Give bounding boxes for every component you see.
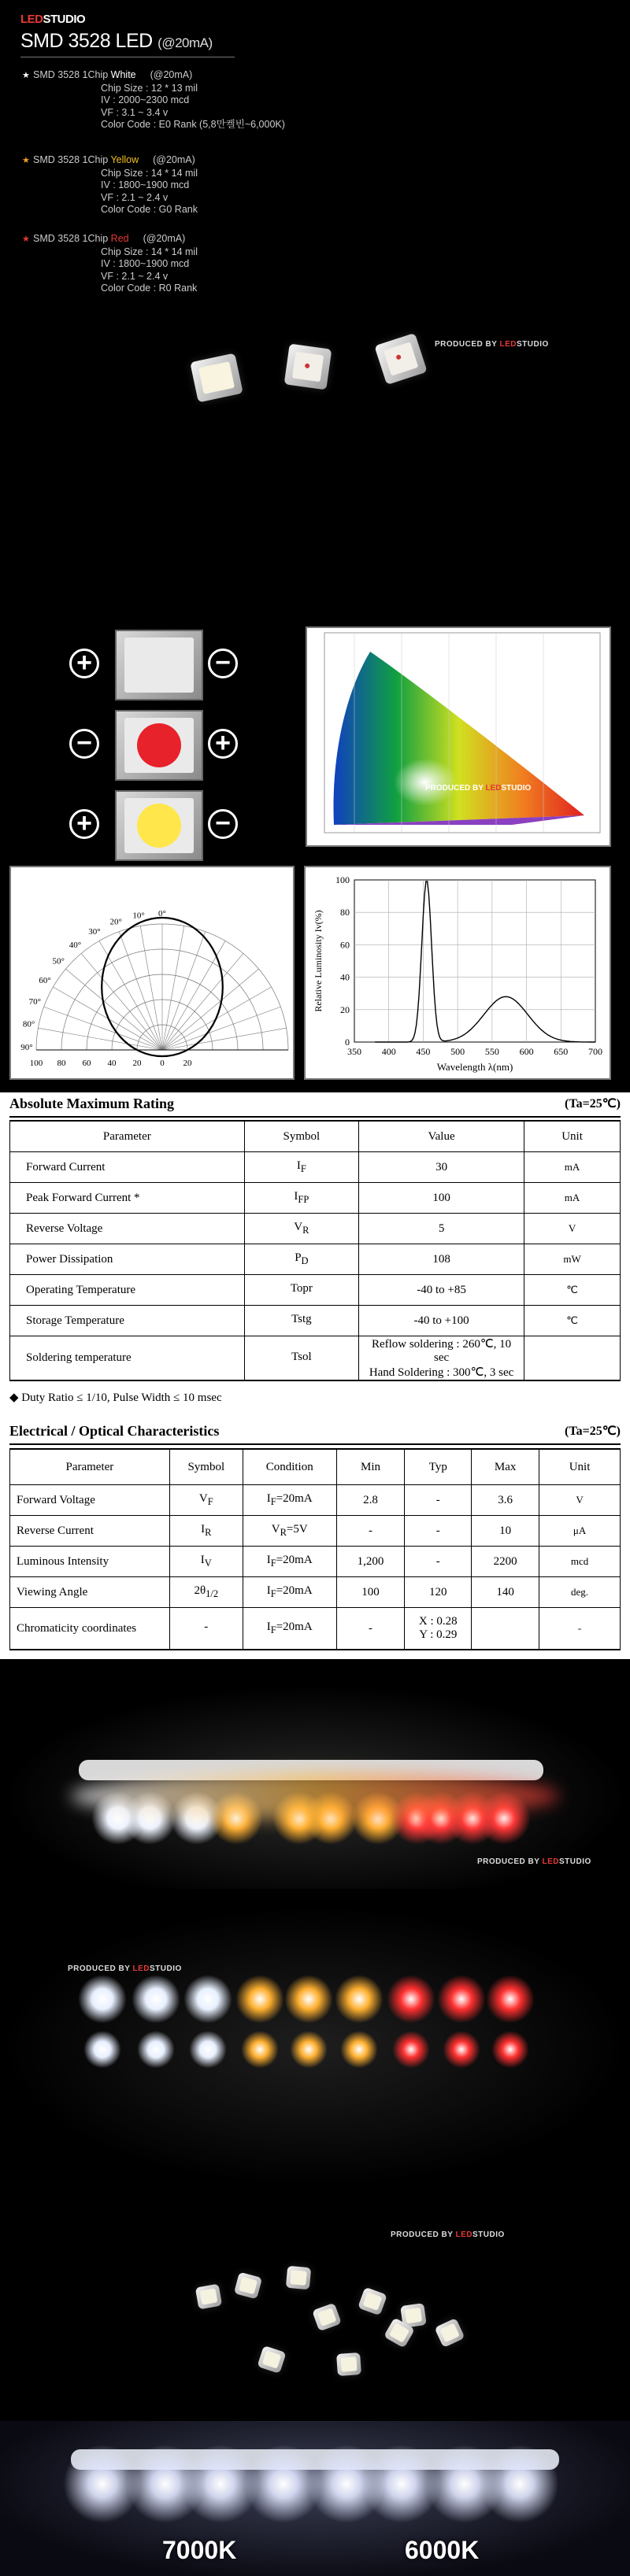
produced-by-label: PRODUCED BY LEDSTUDIO (477, 1857, 591, 1866)
spec-block (22, 69, 285, 131)
spec-block (22, 154, 198, 216)
star-icon: ★ (22, 235, 30, 244)
page-title: SMD 3528 LED (@20mA) (20, 30, 213, 52)
column-header: Value (359, 1121, 524, 1152)
led-glow (137, 2031, 175, 2068)
y-tick-label: 40 (340, 971, 350, 983)
angle-label: 30° (88, 926, 101, 937)
kelvin-label-right: 6000K (405, 2536, 480, 2564)
spec-line: Color Code : G0 Rank (101, 204, 198, 215)
table-row: Forward Current $I_F$ 30 mA (10, 1152, 621, 1183)
scale-label: 40 (107, 1059, 117, 1068)
scale-label: 0 (160, 1059, 165, 1068)
led-emitter (137, 643, 181, 687)
x-tick-label: 650 (554, 1046, 569, 1057)
polarity-icon: − (208, 649, 238, 678)
angle-label: 10° (132, 911, 145, 921)
led-glow (335, 1975, 384, 2023)
red-chip (374, 333, 427, 385)
spec-heading: ★ SMD 3528 1Chip Red (@20mA) (22, 233, 198, 246)
column-header: Unit (539, 1449, 621, 1485)
spec-block (22, 233, 198, 295)
spec-line: IV : 1800~1900 mcd (101, 258, 190, 269)
polarity-icon: + (69, 809, 99, 839)
table-row: Peak Forward Current * $I_{FP}$ 100 mA (10, 1183, 621, 1214)
led-emitter (137, 723, 181, 767)
led-chip (257, 2345, 286, 2374)
star-icon: ★ (22, 71, 30, 80)
led-glow (235, 1975, 284, 2023)
scale-label: 20 (183, 1059, 192, 1068)
table-row: Chromaticity coordinates - $I_F=20mA$ - X : 0.28 Y : 0.29 - (10, 1608, 621, 1650)
led-glow (387, 1975, 435, 2023)
spec-line: Color Code : R0 Rank (101, 283, 198, 294)
brand-logo: LEDSTUDIO (20, 13, 86, 26)
cie-produced-label: PRODUCED BY LEDSTUDIO (425, 784, 532, 793)
table-row: Forward Voltage $V_F$ $I_F=20mA$ 2.8 - 3.6 V (10, 1485, 621, 1516)
led-glow (132, 1975, 180, 2023)
table-row: Power Dissipation $P_D$ 108 mW (10, 1244, 621, 1275)
table-row: Viewing Angle $2\theta_{1/2}$ $I_F=20mA$ 100 120 140 deg. (10, 1577, 621, 1608)
led-glow (78, 1975, 127, 2023)
spec-line: Chip Size : 14 * 14 mil (101, 246, 198, 257)
led-glow (392, 2031, 430, 2068)
polarity-icon: − (208, 809, 238, 839)
abs-max-heading: Absolute Maximum Rating (Ta=25℃) (9, 1096, 621, 1118)
column-header: Typ (405, 1449, 472, 1485)
table-row: Storage Temperature Tstg -40 to +100 ℃ (10, 1306, 621, 1336)
chip-photo (0, 315, 630, 441)
spec-line: Color Code : E0 Rank (5,8만켈빈~6,000K) (101, 119, 285, 130)
angle-label: 80° (22, 1019, 35, 1029)
electrical-heading: Electrical / Optical Characteristics (Ta=25℃) (9, 1423, 621, 1445)
led-chip-pinout (115, 790, 203, 861)
scale-label: 100 (29, 1059, 43, 1068)
scale-label: 60 (82, 1059, 91, 1068)
led-chip (234, 2272, 262, 2300)
scale-label: 20 (132, 1059, 142, 1068)
spectrum-chart (304, 866, 611, 1080)
spec-line: IV : 1800~1900 mcd (101, 179, 190, 190)
led-chip-pinout (115, 630, 203, 700)
produced-by-label: PRODUCED BY LEDSTUDIO (68, 1964, 182, 1973)
spec-line: VF : 2.1 ~ 2.4 v (101, 270, 169, 282)
angle-label: 70° (28, 996, 42, 1007)
x-tick-label: 400 (381, 1046, 396, 1057)
y-tick-label: 60 (340, 939, 350, 951)
table-row: Soldering temperature Tsol Reflow soldering : 260℃, 10 sec Hand Soldering : 300℃, 3 sec (10, 1336, 621, 1381)
led-glow (443, 2031, 480, 2068)
produced-by-label: PRODUCED BY LEDSTUDIO (391, 2230, 505, 2239)
spec-heading: ★ SMD 3528 1Chip Yellow (@20mA) (22, 154, 198, 168)
led-glow (83, 2031, 121, 2068)
cie-chromaticity-diagram (306, 626, 611, 847)
x-tick-label: 350 (347, 1046, 361, 1057)
polarity-icon: + (208, 729, 238, 759)
angle-label: 0° (158, 909, 166, 918)
polarity-icon: − (69, 729, 99, 759)
electrical-table (9, 1448, 621, 1650)
scale-label: 80 (57, 1059, 66, 1068)
column-header: Symbol (244, 1121, 358, 1152)
column-header: Max (472, 1449, 539, 1485)
spec-line: VF : 2.1 ~ 2.4 v (101, 191, 169, 203)
x-tick-label: 600 (519, 1046, 534, 1057)
abs-max-table (9, 1120, 621, 1381)
produced-by-label: PRODUCED BY LEDSTUDIO (435, 340, 549, 349)
angle-label: 40° (69, 940, 82, 950)
color-temperature-photo (0, 2421, 630, 2576)
led-chip (312, 2303, 342, 2332)
led-glow (183, 1975, 232, 2023)
led-glow (241, 2031, 279, 2068)
led-glow (437, 1975, 486, 2023)
y-tick-label: 100 (335, 874, 350, 885)
table-row: Operating Temperature Topr -40 to +85 ℃ (10, 1275, 621, 1306)
led-chip (434, 2318, 465, 2348)
angle-label: 50° (52, 956, 65, 966)
star-icon: ★ (22, 156, 30, 165)
spectrum-curve (375, 881, 595, 1042)
led-emitter (137, 804, 181, 848)
angle-label: 20° (109, 917, 122, 927)
white-chip (190, 353, 243, 403)
spec-line: IV : 2000~2300 mcd (101, 94, 190, 105)
led-chip-pinout (115, 710, 203, 781)
led-chip (358, 2287, 387, 2316)
y-axis-label: Relative Luminosity Iv(%) (313, 910, 324, 1012)
x-tick-label: 500 (450, 1046, 465, 1057)
led-glow (284, 1975, 333, 2023)
angle-label: 90° (20, 1043, 33, 1052)
y-tick-label: 80 (340, 907, 350, 918)
led-glow (491, 2031, 529, 2068)
angle-label: 60° (39, 976, 51, 985)
column-header: Min (336, 1449, 405, 1485)
kelvin-label-left: 7000K (162, 2536, 237, 2564)
led-glow (340, 2031, 378, 2068)
led-chip (195, 2284, 222, 2310)
column-header: Parameter (10, 1121, 245, 1152)
floor-reflection (71, 1772, 559, 1820)
column-header: Condition (243, 1449, 336, 1485)
scattered-chips-photo (0, 2204, 630, 2393)
led-chip (336, 2352, 361, 2376)
table-row: Reverse Current $I_R$ $V_R=5V$ - - 10 μA (10, 1516, 621, 1547)
yellow-chip (284, 343, 332, 390)
x-tick-label: 550 (484, 1046, 499, 1057)
spec-line: VF : 3.1 ~ 3.4 v (101, 106, 169, 118)
x-axis-label: Wavelength λ(nm) (436, 1061, 513, 1073)
polarity-icon: + (69, 649, 99, 678)
y-tick-label: 0 (345, 1037, 350, 1048)
strip-photo-2 (0, 1905, 630, 2188)
column-header: Unit (524, 1121, 621, 1152)
table-row: Reverse Voltage $V_R$ 5 V (10, 1214, 621, 1244)
led-glow (189, 2031, 227, 2068)
duty-ratio-note: ◆ Duty Ratio ≤ 1/10, Pulse Width ≤ 10 msec (9, 1391, 222, 1404)
table-row: Luminous Intensity $I_V$ $I_F=20mA$ 1,200 - 2200 mcd (10, 1547, 621, 1577)
spec-line: Chip Size : 14 * 14 mil (101, 167, 198, 179)
led-chip (286, 2266, 311, 2290)
led-glow (486, 1975, 535, 2023)
datasheet-tables (0, 1092, 630, 1659)
x-tick-label: 700 (588, 1046, 602, 1057)
spec-line: Chip Size : 12 * 13 mil (101, 82, 198, 94)
led-glow (290, 2031, 328, 2068)
led-glow (480, 2445, 559, 2523)
x-tick-label: 450 (416, 1046, 431, 1057)
radiation-pattern-diagram (9, 866, 295, 1080)
spec-heading: ★ SMD 3528 1Chip White (@20mA) (22, 69, 285, 83)
strip-photo-1 (0, 1684, 630, 1889)
column-header: Symbol (169, 1449, 243, 1485)
y-tick-label: 20 (340, 1003, 350, 1015)
column-header: Parameter (10, 1449, 170, 1485)
